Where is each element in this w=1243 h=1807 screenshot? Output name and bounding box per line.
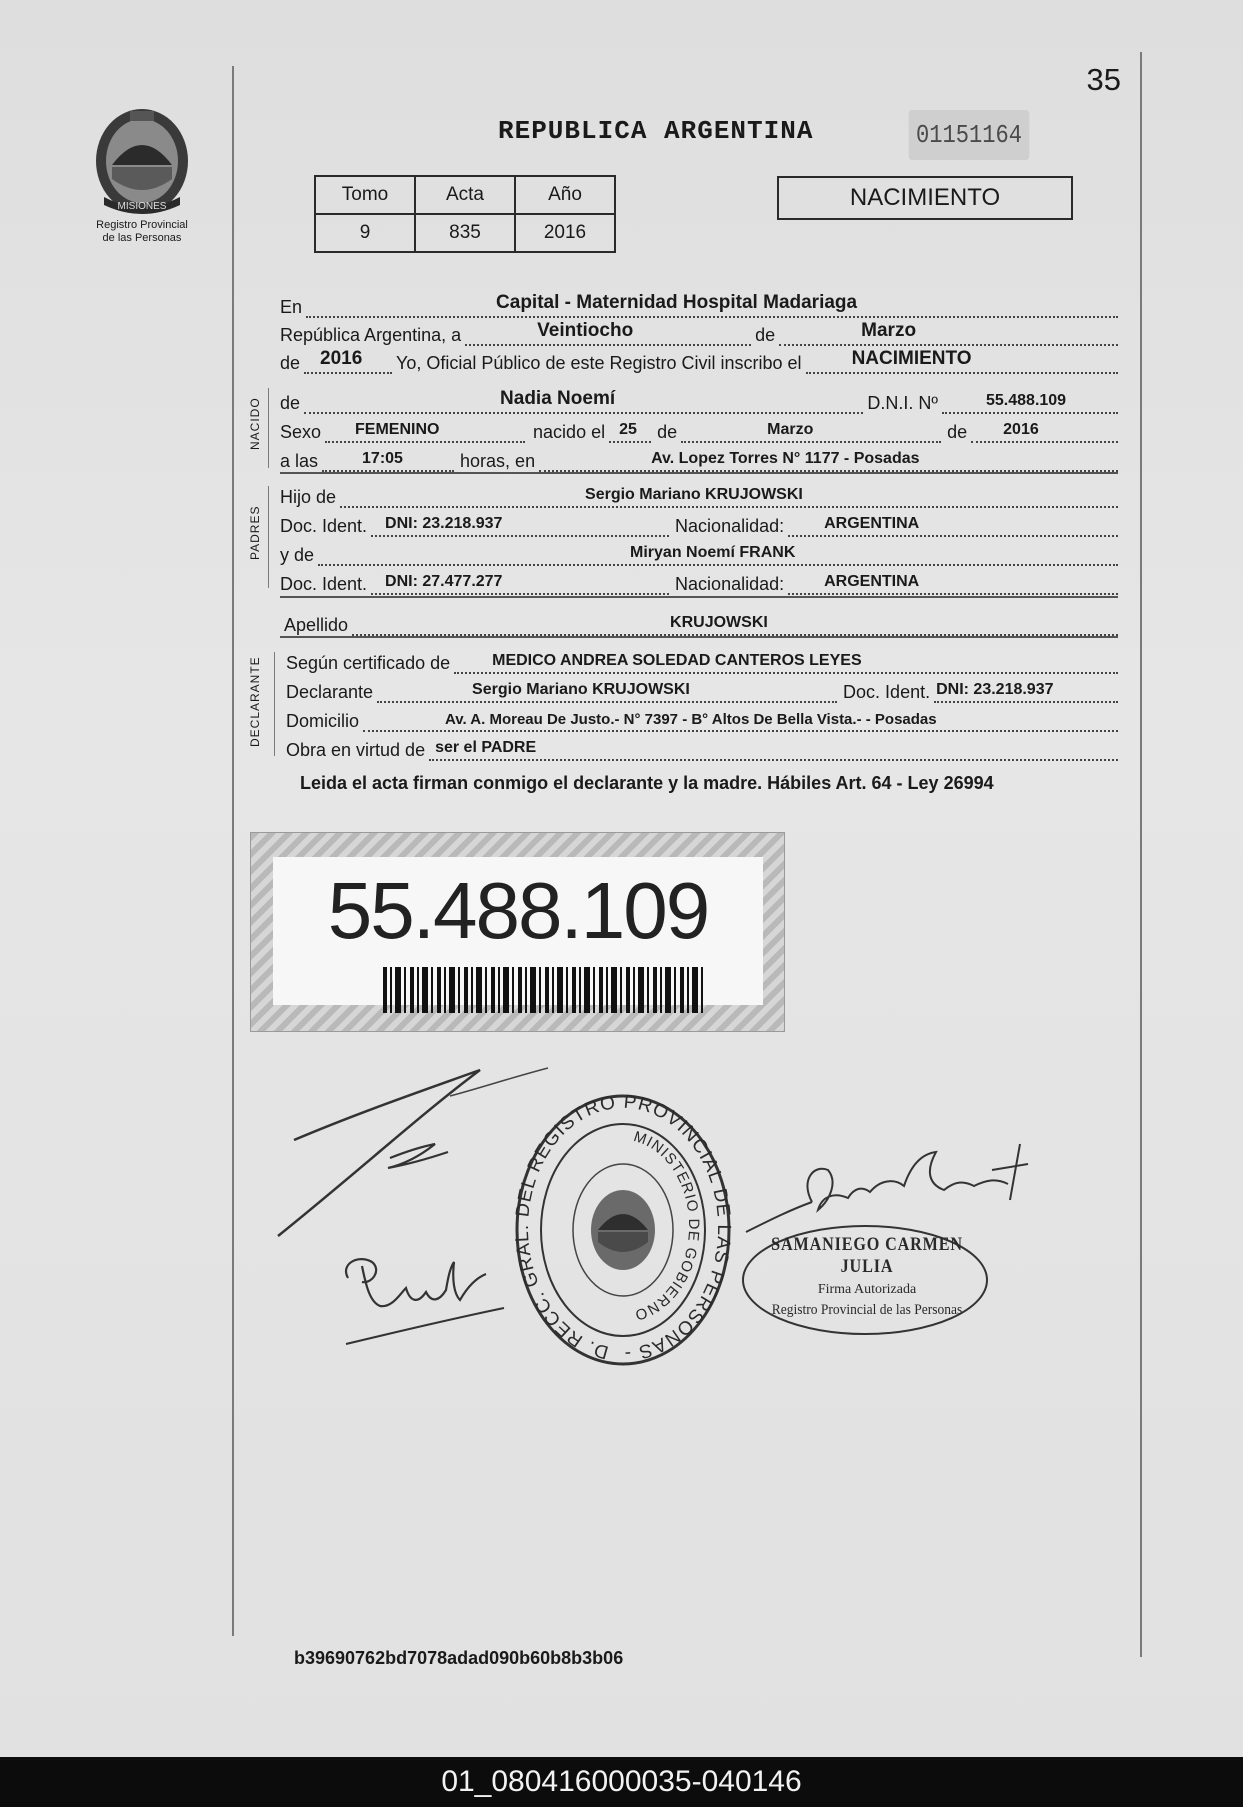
father-nationality: ARGENTINA (824, 515, 920, 532)
dni-barcode-label (250, 832, 785, 1032)
birth-month: Marzo (767, 421, 814, 438)
surname-value: KRUJOWSKI (670, 614, 768, 631)
doc-ident-label-2: Doc. Ident. (280, 574, 368, 594)
sexo-label: Sexo (280, 422, 322, 442)
declarante-label: Declarante (286, 682, 374, 702)
date-row (280, 320, 1118, 346)
mother-row (280, 544, 1118, 566)
province-seal-icon (90, 105, 194, 217)
domicilio-label: Domicilio (286, 711, 360, 731)
mother-nationality: ARGENTINA (824, 573, 920, 590)
barcode-inner (273, 857, 763, 1005)
acta-value: 835 (415, 214, 515, 252)
record-type-box: NACIMIENTO (777, 176, 1073, 220)
side-label-declarante: DECLARANTE (248, 656, 262, 747)
dni-label: D.N.I. Nº (867, 393, 938, 413)
certificate-by: MEDICO ANDREA SOLEDAD CANTEROS LEYES (492, 652, 862, 669)
declarant-name: Sergio Mariano KRUJOWSKI (472, 681, 690, 698)
birth-day: 25 (619, 421, 637, 438)
hijo-de-label: Hijo de (280, 487, 337, 507)
mother-signature (336, 1248, 512, 1350)
doc-ident-label-3: Doc. Ident. (843, 682, 931, 702)
a-las-label: a las (280, 451, 319, 471)
father-doc: DNI: 23.218.937 (385, 515, 503, 532)
oficial-text: Yo, Oficial Público de este Registro Civil inscribo el (396, 353, 802, 373)
serial-number: 01151164 (909, 110, 1030, 160)
place-row (280, 292, 1118, 318)
mother-doc: DNI: 27.477.277 (385, 573, 503, 590)
signatory-name: SAMANIEGO CARMEN JULIA (771, 1234, 963, 1277)
registered-type: NACIMIENTO (851, 348, 972, 369)
record-reference-table (314, 175, 616, 253)
declarante-bracket (274, 652, 275, 756)
doc-ident-label-1: Doc. Ident. (280, 516, 368, 536)
de-label-2: de (280, 353, 301, 373)
nacionalidad-label-1: Nacionalidad: (675, 516, 785, 536)
svg-text:D. RECC. GRAL. DEL REGISTRO PR: D. RECC. GRAL. DEL REGISTRO PROVINCIAL DE LAS PERSONAS - (512, 1091, 734, 1365)
signatory-role: Firma Autorizada (817, 1282, 917, 1297)
certificate-row (286, 652, 1118, 674)
declarant-address: Av. A. Moreau De Justo.- N° 7397 - B° Altos De Bella Vista.- - Posadas (445, 711, 937, 728)
mother-name: Miryan Noemí FRANK (630, 544, 796, 561)
svg-text:MISIONES: MISIONES (117, 201, 167, 212)
signatory-block (742, 1234, 992, 1319)
birth-place: Av. Lopez Torres N° 1177 - Posadas (651, 450, 920, 467)
father-row (280, 486, 1118, 508)
nacionalidad-label-2: Nacionalidad: (675, 574, 785, 594)
padres-bracket (268, 486, 269, 588)
birth-time: 17:05 (362, 450, 403, 467)
divider-2 (280, 596, 1118, 598)
stamp-seal-icon (591, 1190, 655, 1270)
left-margin-line (232, 66, 234, 1636)
de-label-1: de (755, 325, 776, 345)
registration-year: 2016 (320, 348, 363, 369)
obra-en-virtud-label: Obra en virtud de (286, 740, 426, 760)
horas-en-label: horas, en (460, 451, 536, 471)
record-reference-value-row (315, 214, 615, 252)
registration-month: Marzo (861, 320, 917, 341)
registration-place: Capital - Maternidad Hospital Madariaga (496, 292, 858, 313)
signatory-org: Registro Provincial de las Personas (771, 1302, 963, 1318)
de-label-5: de (947, 422, 968, 442)
logo-caption: Registro Provincial de las Personas (96, 219, 188, 244)
born-name-row (280, 388, 1118, 414)
document-hash: b39690762bd7078adad090b60b8b3b06 (294, 1648, 624, 1668)
divider-3 (280, 636, 1118, 638)
segun-certificado-label: Según certificado de (286, 653, 451, 673)
page-number: 35 (1086, 62, 1121, 97)
nacido-el-label: nacido el (533, 422, 606, 442)
divider-1 (280, 472, 1118, 474)
born-sex-row (280, 421, 1118, 443)
apellido-label: Apellido (284, 615, 349, 635)
svg-text:MINISTERIO DE GOBIERNO: MINISTERIO DE GOBIERNO (631, 1128, 703, 1324)
capacity-row (286, 739, 1118, 761)
closing-statement: Leida el acta firman conmigo el declarante y la madre. Hábiles Art. 64 - Ley 26994 (300, 773, 994, 793)
footer-code: 01_080416000035-040146 (0, 1757, 1243, 1807)
official-stamp (512, 1090, 734, 1372)
acta-header: Acta (415, 176, 515, 214)
en-label: En (280, 297, 303, 317)
tomo-value: 9 (315, 214, 415, 252)
declarant-row (286, 681, 1118, 703)
side-label-nacido: NACIDO (248, 397, 262, 450)
address-row (286, 710, 1118, 732)
born-time-row (280, 450, 1118, 472)
barcode-bars (383, 967, 703, 1013)
republica-a-label: República Argentina, a (280, 325, 462, 345)
declarant-capacity: ser el PADRE (435, 739, 537, 756)
record-reference-header-row (315, 176, 615, 214)
birth-year: 2016 (1003, 421, 1039, 438)
born-name: Nadia Noemí (500, 388, 616, 409)
tomo-header: Tomo (315, 176, 415, 214)
mother-doc-row (280, 573, 1118, 595)
document-title: REPUBLICA ARGENTINA (498, 116, 814, 146)
surname-row (284, 614, 1118, 636)
y-de-label: y de (280, 545, 315, 565)
anio-value: 2016 (515, 214, 615, 252)
born-sex: FEMENINO (355, 421, 440, 438)
side-label-padres: PADRES (248, 505, 262, 560)
father-name: Sergio Mariano KRUJOWSKI (585, 486, 803, 503)
registry-logo (82, 105, 202, 245)
nacido-bracket (268, 388, 269, 468)
registration-day: Veintiocho (537, 320, 634, 341)
born-dni: 55.488.109 (986, 392, 1067, 409)
barcode-number: 55.488.109 (327, 866, 709, 955)
year-row (280, 348, 1118, 374)
de-label-4: de (657, 422, 678, 442)
de-label-3: de (280, 393, 301, 413)
right-margin-line (1140, 52, 1142, 1657)
declarant-doc: DNI: 23.218.937 (936, 681, 1054, 698)
father-doc-row (280, 515, 1118, 537)
anio-header: Año (515, 176, 615, 214)
